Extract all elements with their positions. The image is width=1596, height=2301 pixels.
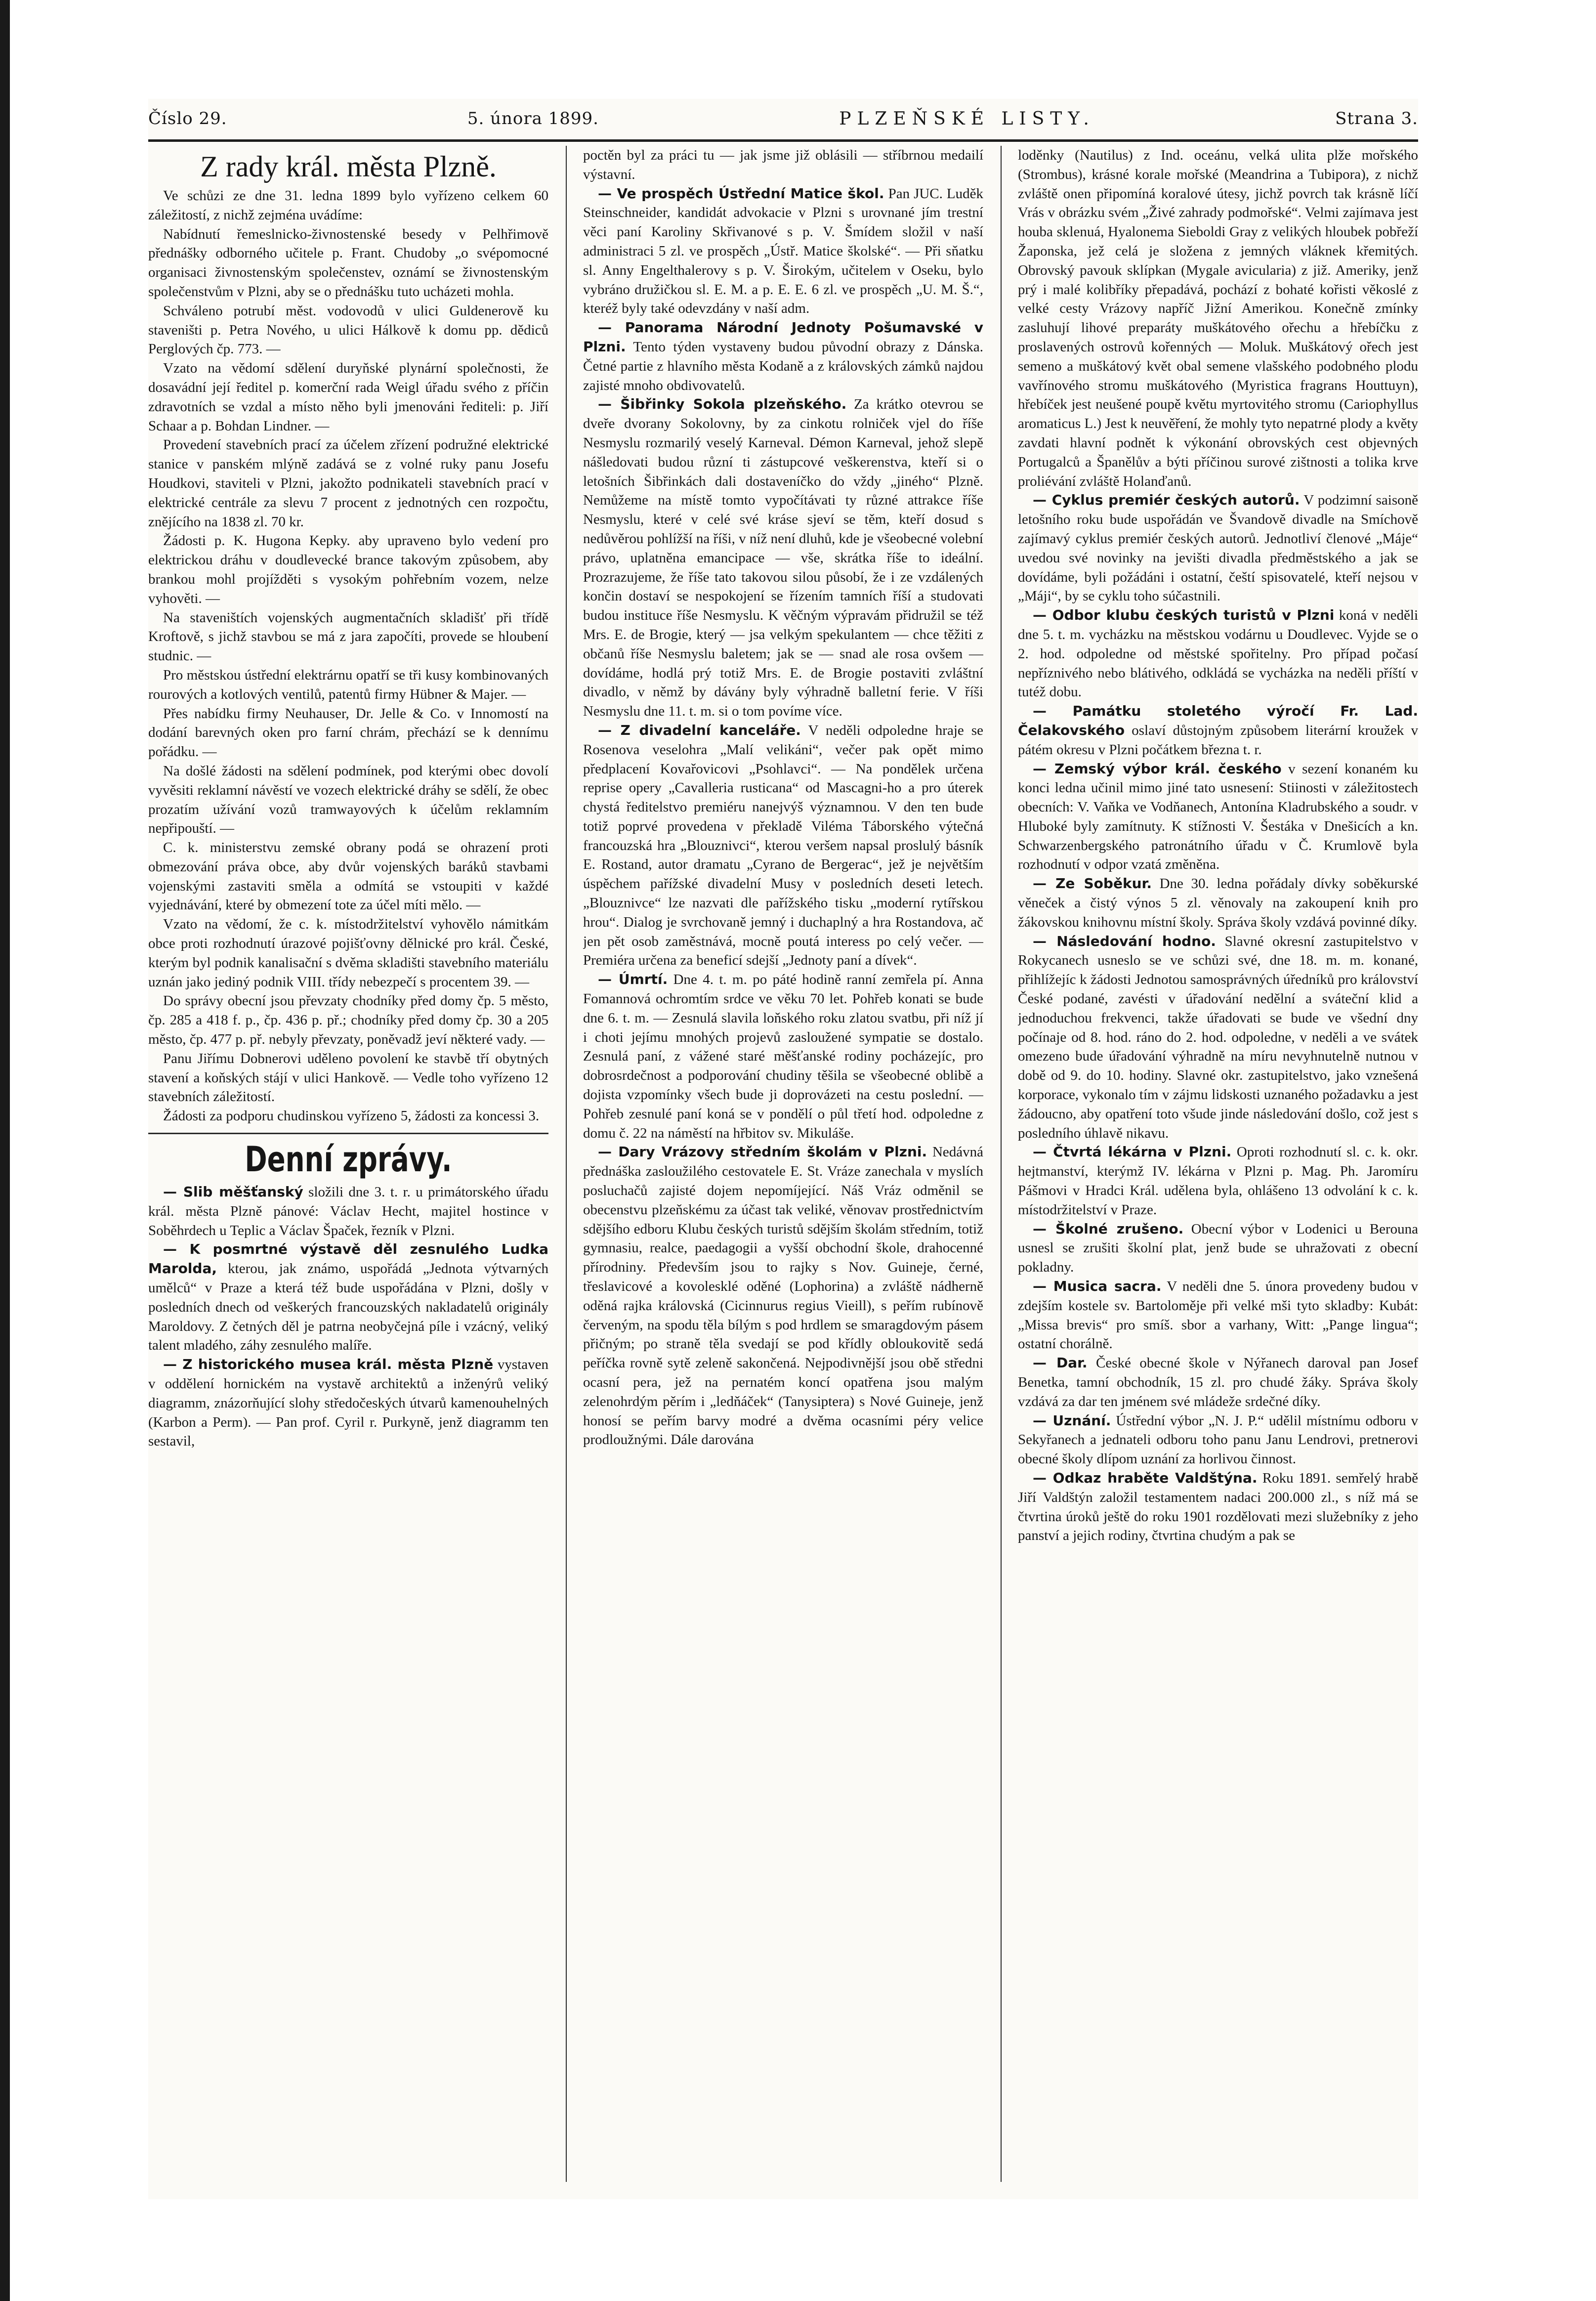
- column-right: [1018, 146, 1418, 2192]
- paragraph: Ve schůzi ze dne 31. ledna 1899 bylo vyřízeno celkem 60 záležitostí, z nichž zejména uvádíme:: [148, 188, 548, 223]
- news-item: [1018, 1143, 1418, 1219]
- page-header: [148, 99, 1418, 138]
- news-text: V podzimní saisoně letošního roku bude uspořádán ve Švandově divadle na Smíchově zajímavý cyklus premiér českých autorů. Jednotliví členové „Máje“ uvedou své novinky na jevišti divadla předměstského a jak se dovídáme, byli požádáni i ostatní, čeští spisovatelé, kteří nejsou v „Máji“, by se cyklu toho súčastnili.: [1018, 492, 1418, 604]
- article-heading: Z rady král. města Plzně.: [200, 150, 497, 183]
- news-text: Dne 4. t. m. po páté hodině ranní zemřela pí. Anna Fomannová ochromtím srdce ve věku 70 let. Pohřeb konati se bude dne 6. t. m. — Zesnulá slavila loňského roku zlatou svatbu, při níž jí i choti jejímu mnohých projevů zasloužené sympatie se dostalo. Zesnulá paní, z vážené staré měšťanské rodiny pocházejíc, pro dobrosrdečnost a podporování chudiny těšila se všeobecné oblibě a dojista vzpomínky všech bude ji doprovázeti na cestu poslední. — Pohřeb zesnulé paní koná se v pondělí o půl třetí hod. odpoledne z domu č. 22 na náměstí na hřbitov sv. Mikuláše.: [583, 972, 983, 1141]
- news-text: Roku 1891. semřelý hrabě Jiří Valdštýn založil testamentem nadaci 200.000 zl., s níž má se čtvrtina úroků ještě do roku 1901 rozdělovati mezi služebníky z jeho panství a jejich rodiny, čtvrtina chudým a pak se: [1018, 1470, 1418, 1544]
- paragraph: Schváleno potrubí měst. vodovodů v ulici Guldenerově ku staveništi p. Petra Nového, u ulici Hálkově k domu pp. dědiců Perglových čp. 773. —: [148, 302, 548, 357]
- news-kicker: — Zemský výbor král. českého: [1033, 760, 1282, 777]
- paragraph: Žádosti p. K. Hugona Kepky. aby upraveno bylo vedení pro elektrickou dráhu v doudlevecké brance takovým způsobem, aby brankou mohl projížděti s vysokým pohřebním vozem, nelze vyhověti. —: [148, 533, 548, 606]
- news-item: [1018, 1354, 1418, 1411]
- news-kicker: — Dar.: [1033, 1355, 1088, 1371]
- news-item: [583, 395, 983, 721]
- news-kicker: — Ze Soběkur.: [1033, 875, 1152, 892]
- paragraph: loděnky (Nautilus) z Ind. oceánu, velká ulita plže mořského (Strombus), krásné korale mořské (Meandrina a Tubipora), z nichž zvláště onen připomíná koralové útesy, jichž povrch tak krásně líčí Vrás v obrázku svém „Živé zahrady podmořské“. Velmi zajímava jest houba sklenuá, Hyalonema Sieboldi Gray z velikých hloubek pobřeží Žaponska, jež celá je složena z jemných vláknek křemitých. Obrovský pavouk sklípkan (Mygale avicularia) z již. Ameriky, jenž prý i malé kolibříky přepadává, pochází z bohaté kořisti věkoslé z velké cesty Vrázovy napříč Jižní Amerikou. Konečně zmínky zasluhují lihové preparáty muškátového ořechu a hřebíčku z proslavených ostrovů kořenných — Moluk. Muškátový ořech jest semeno a muškátový květ obal semene vlašského podobného plodu vavřínového stromu muškátového (Myristica fragrans Houttuyn), hřebíček jest neušené poupě květu myrtovitého stromu (Cariophyllus aromaticus L.) Jest k neuvěření, že mohly tyto nepatrné plody a květy zavdati hlavní podnět k výkonání obrovských cest objevných Portugalců a Španělův a býti příčinou surové zištnosti a tolika krve proliévání zvláště Holanďanů.: [1018, 147, 1418, 489]
- news-item: [1018, 932, 1418, 1143]
- news-item: [148, 1183, 548, 1240]
- news-text: oslaví důstojným způsobem literární kroužek v pátém okresu v Plzni počátkem března t. r.: [1018, 722, 1418, 758]
- news-text: Obecní výbor v Lodenici u Berouna usnesl se zrušiti školní plat, jenž bude se uhražovati z obecní pokladny.: [1018, 1221, 1418, 1276]
- page-number: Strana 3.: [1335, 109, 1418, 128]
- news-item: [583, 318, 983, 395]
- news-item: [1018, 1220, 1418, 1277]
- news-item: [1018, 606, 1418, 702]
- column-left: [148, 146, 548, 2192]
- news-kicker: — Následování hodno.: [1033, 933, 1216, 949]
- news-kicker: — Cyklus premiér českých autorů.: [1033, 492, 1300, 509]
- paragraph: Na došlé žádosti na sdělení podmínek, pod kterými obec dovolí vyvěsiti reklamní návěstí ve vozech elektrické dráhy se sdělí, že obec prozatím užívání vozů tramwayových k účelům reklamním nepřipouští. —: [148, 763, 548, 837]
- news-text: V neděli odpoledne hraje se Rosenova veselohra „Malí velikáni“, večer pak opět mimo předplacení Kovařovicovi „Psohlavci“. — Na pondělek určena reprise opery „Cavalleria rusticana“ od Mascagni-ho a pro úterek chystá ředitelstvo premiéru nanejvýš významnou. V den ten bude totiž poprvé provedena v překladě Viléma Táborského výtečná francouzská hra „Blouznivci“, kterou veršem napsal proslulý básník E. Rostand, autor dramatu „Cyrano de Bergerac“, jež je největším úspěchem pařížské divadelní Musy v posledních deseti letech. „Blouznivce“ lze nazvati dle pařížského tisku „moderní rytířskou hrou“. Dialog je svrchovaně jemný i duchaplný a hra Rostandova, ač jen pět osob zaměstnává, mocně poutá interess po celý večer. — Premiéra určena za beneficí sdejší „Jednoty paní a dívek“.: [583, 722, 983, 969]
- news-kicker: — Ve prospěch Ústřední Matice škol.: [598, 185, 884, 202]
- news-text: Tento týden vystaveny budou původní obrazy z Dánska. Četné partie z hlavního města Kodaně a z královských zámků najdou zajisté mnoho obdivovatelů.: [583, 339, 983, 393]
- news-text: Nedávná přednáška zasloužilého cestovatele E. St. Vráze zanechala v myslích posluchačů zajisté dojem nepomíjející. Náš Vráz odměnil se obecenstvu plzeňskému za účast tak veliké, věnovav prostřednictvím sdějšího edboru Klubu českých turistů sdějším školám středním, totiž gymnasiu, realce, paedagogii a vyšší obchodní škole, drahocenné přírodniny. Především jsou to rajky s Nov. Guineje, černé, třeslavicové a kovolesklé oděné (Lophorina) a zvláště nádherně oděná rajka královská (Cicinnurus regius Vieill), s peřím rubínově červeným, na spodu těla bílým s pod hrdlem se smaragdovým pásem přičným; po straně těla svedají se pod křídly obloukovitě sedá peříčka rovně sytě zeleně sakončená. Nejpodivnější jsou obě středni ocasní pera, jež na pernatém koncí opatřena jsou malým zelenohrdým pěrím i „ledňáček“ (Tanysiptera) s Nové Guineje, jenž honosí se peřím barvy modré a dvěma ocasními péry velice prodloužnými. Dále darována: [583, 1144, 983, 1448]
- news-kicker: — Musica sacra.: [1033, 1278, 1162, 1295]
- news-text: vystaven v oddělení hornickém na vystavě architektů a inženýrů veliký diagramm, znázorňující slohy středočeských útvarů kamenouhelných (Karbon a Perm). — Pan prof. Cyril r. Purkyně, jenž diagramm ten sestavil,: [148, 1357, 548, 1449]
- news-kicker: — Panorama Národní Jednoty Pošumavské v Plzni.: [583, 319, 983, 355]
- news-item: [1018, 1411, 1418, 1469]
- paragraph: Na staveništích vojenských augmentačních skladišť při třídě Kroftově, s jichž stavbou se má z jara započíti, provede se hloubení studnic. —: [148, 609, 548, 664]
- news-item: [583, 970, 983, 1143]
- paragraph: Vzato na vědomí, že c. k. místodržitelství vyhovělo námitkám obce proti rozhodnutí úrazové pojišťovny dělnické pro král. České, kterým byl podnik kanalisační s dvěma skladišti stavebního materiálu uznán jako jediný podnik VIII. třídy nebezpečí s procentem 39. —: [148, 916, 548, 990]
- paragraph: Žádosti za podporu chudinskou vyřízeno 5, žádosti za koncessi 3.: [163, 1108, 540, 1124]
- paragraph: Do správy obecní jsou převzaty chodníky před domy čp. 5 město, čp. 285 a 418 f. p., čp. 436 p. př.; chodníky před domy čp. 30 a 205 město, čp. 477 p. př. nebyly převzaty, poněvadž jeví některé vady. —: [148, 993, 548, 1048]
- news-text: Ústřední výbor „N. J. P.“ udělil místnímu odboru v Sekyřanech a jednateli odboru toho panu Janu Lendrovi, pretnerovi obecné školy dlípom uznání za horlivou činnost.: [1018, 1412, 1418, 1467]
- news-kicker: — Odbor klubu českých turistů v Plzni: [1033, 607, 1335, 624]
- news-kicker: — Čtvrtá lékárna v Plzni.: [1033, 1144, 1232, 1160]
- paragraph: Pro městskou ústřední elektrárnu opatří se tři kusy kombinovaných rourových a kotlových ventilů, patentů firmy Hübner & Majer. —: [148, 667, 548, 702]
- section-heading: Denní zprávy.: [245, 1139, 452, 1180]
- paragraph: poctěn byl za práci tu — jak jsme již oblásili — stříbrnou medailí výstavní.: [583, 147, 983, 182]
- news-item: [1018, 760, 1418, 875]
- news-kicker: — Z divadelní kanceláře.: [598, 722, 801, 738]
- news-item: [148, 1240, 548, 1355]
- news-item: [1018, 1469, 1418, 1545]
- issue-number: Číslo 29.: [148, 109, 227, 128]
- column-rule: [566, 146, 567, 2182]
- paragraph: Vzato na vědomí sdělení duryňské plynární společnosti, že dosavádní její ředitel p. komerční rada Weigl úřadu svého z příčin zdravotních se vzdal a místo něho byli jmenováni řediteli: p. Jiří Schaar a p. Bohdan Lindner. —: [148, 360, 548, 434]
- news-text: koná v neděli dne 5. t. m. vycházku na městskou vodárnu u Doudlevec. Vyjde se o 2. hod. odpoledne od městské spořitelny. Pro případ počasí nepříznivého nebo blátivého, odkládá se vycházka na neděli příští v tutéž dobu.: [1018, 607, 1418, 700]
- column-middle: [583, 146, 983, 2192]
- news-kicker: — Uznání.: [1033, 1412, 1111, 1429]
- scan-edge-bar: [0, 0, 10, 2301]
- news-text: kterou, jak známo, uspořádá „Jednota výtvarných umělců“ v Praze a která též bude uspořádána v Plzni, došly v posledních dnech od veškerých francouzských nakladatelů originály Maroldovy. Z četných děl je patrna neobyčejná píle i vzácný, veliký talent mladého, záhy zesnulého malíře.: [148, 1261, 548, 1354]
- news-item: [1018, 874, 1418, 932]
- news-item: [583, 721, 983, 970]
- news-item: [583, 184, 983, 319]
- news-kicker: — Z historického musea král. města Plzně: [163, 1356, 494, 1373]
- column-rule: [1001, 146, 1002, 2182]
- paragraph: C. k. ministerstvu zemské obrany podá se ohrazení proti obmezování práva obce, aby dvůr vojenských baráků stavbami vojenskými zastaviti směla a odmítá se vstoupiti v každé vyjednávání, které by obmezení tote za účel míti mělo. —: [148, 840, 548, 913]
- news-text: V neděli dne 5. února provedeny budou v zdejším kostele sv. Bartoloměje při velké mši tyto skladby: Kubát: „Missa brevis“ pro smíš. sbor a varhany, Witt: „Pange lingua“; ostatní chorálně.: [1018, 1278, 1418, 1352]
- header-rule: [148, 139, 1418, 142]
- news-text: Za krátko otevrou se dveře dvorany Sokolovny, by za cinkotu rolniček vjel do říše Nesmyslu rozmarilý veselý Karneval. Démon Karneval, jehož slepě nášledovati budou různí ti zástupcové veškerenstva, kteří si o letošních Šibřinkách dali dostaveníčko do vždy „jiného“ Plzně. Nemůžeme na místě tomto vypočítávati ty různé attrakce říše Nesmyslu, které v celé své kráse sjeví se těm, kteří dosud s nedůvěrou pohlížší na říši, v níž není dluhů, kde je všeobecné volební právo, uplatněna emancipace — vše, skrátka říše to ideální. Prozrazujeme, že říše tato takovou silou působí, že i ze vzdálených končin dostaví se nespokojení se řízením tamních říší a studovati budou instituce říše Nesmyslu. K věčným výpravám přidružil se též Mrs. E. de Brogie, který — jsa velkým spekulantem — chce těžiti z občanů říše Nesmyslu baletem; jak se — snad ale rosa ovšem — dovídáme, hodlá prý totiž Mrs. E. de Brogie postaviti zvláštní divadlo, v němž by dávány byly výhradně balletní ferie. V říši Nesmyslu dne 11. t. m. si o tom povíme více.: [583, 396, 983, 720]
- paragraph: Nabídnutí řemeslnicko-živnostenské besedy v Pelhřimově přednášky odborného učitele p. Frant. Chudoby „o svépomocné organisaci živnostenským společenstev, oznámí se živnostenským společenstvům v Plzni, aby se o přednášku tuto ucházeti mohla.: [148, 226, 548, 299]
- paragraph: Panu Jiřímu Dobnerovi uděleno povolení ke stavbě tří obytných stavení a koňských stájí v ulici Hankově. — Vedle toho vyřízeno 12 stavebních záležitostí.: [148, 1050, 548, 1105]
- news-text: Oproti rozhodnutí sl. c. k. okr. hejtmanství, kterýmž IV. lékárna v Plzni p. Mag. Ph. Jaromíru Pášmovi v Hradci Král. udělena byla, ohlášeno 13 odvolání k c. k. místodržitelství v Praze.: [1018, 1144, 1418, 1218]
- issue-date: 5. února 1899.: [467, 109, 599, 128]
- news-item: [1018, 1277, 1418, 1354]
- news-kicker: — Dary Vrázovy středním školám v Plzni.: [598, 1144, 927, 1160]
- news-text: České obecné škole v Nýřanech daroval pan Josef Benetka, tamní obchodník, 15 zl. pro chudé žáky. Správa školy vzdává za dar ten jménem své mládeže srdečné díky.: [1018, 1355, 1418, 1409]
- news-kicker: — K posmrtné výstavě děl zesnulého Ludka Marolda,: [148, 1241, 548, 1277]
- paragraph: Přes nabídku firmy Neuhauser, Dr. Jelle & Co. v Innomostí na dodání barevných oken pro farní chrám, přechází se k dennímu pořádku. —: [148, 705, 548, 760]
- news-item: [1018, 491, 1418, 606]
- newspaper-title: PLZEŇSKÉ LISTY.: [839, 108, 1095, 129]
- news-kicker: — Úmrtí.: [598, 971, 668, 988]
- paragraph: Provedení stavebních prací za účelem zřízení podružné elektrické stanice v panském mlýně zadává se z volné ruky panu Josefu Houdkovi, staviteli v Plzni, jakožto podnikateli stavebních prací v elektrické centrále za slevu 7 procent z jednotných cen rozpočtu, znějícího na 1838 zl. 70 kr.: [148, 437, 548, 530]
- newspaper-page: [148, 99, 1418, 2199]
- news-text: složili dne 3. t. r. u primátorského úřadu král. města Plzně pánové: Václav Hecht, majitel hostince v Soběhrdech u Teplic a Václav Špaček, řezník v Plzni.: [148, 1184, 548, 1238]
- section-rule: [148, 1133, 548, 1134]
- news-item: [148, 1355, 548, 1451]
- news-kicker: — Slib měšťanský: [163, 1184, 303, 1200]
- news-item: [1018, 702, 1418, 759]
- news-kicker: — Odkaz hraběte Valdštýna.: [1033, 1469, 1258, 1486]
- news-text: v sezení konaném ku konci ledna učinil mimo jiné tato usnesení: Stiinosti v záležitostech obecních: V. Vaňka ve Vodňanech, Antonína Kladrubského a soudr. v Hluboké byly zamítnuty. K stížnosti V. Šestáka v Dnešicích a kn. Schwarzenbergského patronátního úřadu v Č. Krumlově byla rozhodnutí v odpor vzatá změněna.: [1018, 761, 1418, 873]
- news-item: [583, 1143, 983, 1449]
- news-kicker: — Šibřinky Sokola plzeňského.: [598, 396, 847, 413]
- news-kicker: — Školné zrušeno.: [1033, 1220, 1184, 1237]
- news-text: Dne 30. ledna pořádaly dívky soběkurské věneček a čistý výnos 5 zl. věnovaly na zakoupení knih pro žákovskou knihovnu místní školy. Správa školy vzdává povinné díky.: [1018, 876, 1418, 930]
- news-text: Slavné okresní zastupitelstvo v Rokycanech usneslo se ve schůzi své, dne 18. m. m. konané, přihlížejíc k žádosti Jednotou samosprávných úředníků pro království České podané, zavésti v úřadování nedělní a sváteční klid a jednoduchou frekvenci, takže úřadovati se bude ve všední dny počínaje od 8. hod. ráno do 2. hod. odpoledne, v neděli a ve svátek omezeno bude úřadování výhradně na míru nevyhnutelně nutnou v době od 9. do 10. hodiny. Slavné okr. zastupitelstvo, jako vznešená korporace, vykonalo tím v zájmu lidskosti uznaného požadavku a jest žádoucno, aby opatření toto všude jinde následování došlo, což jest s posledního úhlavě nikavu.: [1018, 933, 1418, 1141]
- news-text: Pan JUC. Luděk Steinschneider, kandidát advokacie v Plzni s urovnané jím trestní věci paní Karoliny Skřivanové s p. V. Šmídem složil v naší administraci 5 zl. ve prospěch „Ústř. Matice školské“. — Při sňatku sl. Anny Engelthalerovy s p. V. Širokým, učitelem v Oseku, bylo vybráno družičkou sl. E. M. a p. E. E. 6 zl. ve prospěch „U. M. Š.“, kteréž byly také odevzdány v naší adm.: [583, 185, 983, 317]
- news-kicker: — Památku stoletého výročí Fr. Lad. Čelakovského: [1018, 703, 1418, 738]
